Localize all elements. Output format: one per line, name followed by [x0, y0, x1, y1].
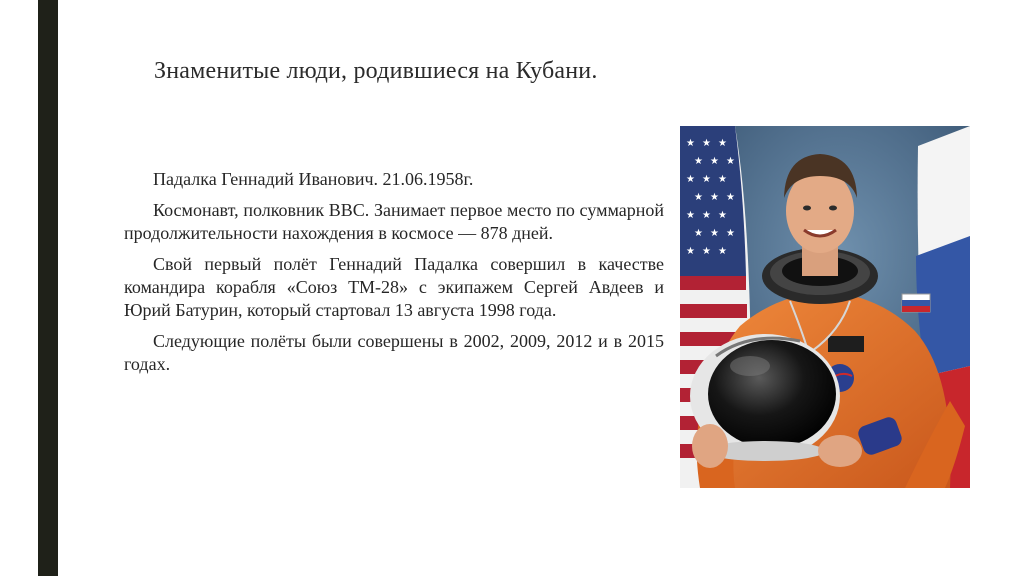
paragraph-first-flight: Свой первый полёт Геннадий Падалка совершил в качестве командира корабля «Союз ТМ-28» с экипажем Сергей Авдеев и Юрий Батурин, который стартовал 13 августа 1998 года. — [124, 254, 664, 320]
svg-text:★: ★ — [702, 174, 711, 185]
svg-text:★: ★ — [686, 246, 695, 257]
paragraph-record: Космонавт, полковник ВВС. Занимает первое место по суммарной продолжительности нахождения в космосе — 878 дней. — [124, 200, 664, 243]
svg-text:★: ★ — [702, 138, 711, 149]
svg-text:★: ★ — [710, 156, 719, 167]
svg-text:★: ★ — [710, 192, 719, 203]
svg-text:★: ★ — [726, 192, 735, 203]
svg-text:★: ★ — [686, 174, 695, 185]
svg-text:★: ★ — [694, 228, 703, 239]
svg-text:★: ★ — [718, 246, 727, 257]
svg-text:★: ★ — [726, 156, 735, 167]
slide-body — [124, 168, 664, 384]
slide-title: Знаменитые люди, родившиеся на Кубани. — [154, 58, 598, 84]
svg-text:★: ★ — [718, 138, 727, 149]
svg-text:★: ★ — [702, 210, 711, 221]
svg-text:★: ★ — [710, 228, 719, 239]
accent-bar — [38, 0, 58, 576]
paragraph-next-flights: Следующие полёты были совершены в 2002, 2009, 2012 и в 2015 годах. — [124, 331, 664, 374]
portrait-illustration — [680, 126, 970, 488]
svg-text:★: ★ — [686, 210, 695, 221]
svg-text:★: ★ — [718, 174, 727, 185]
paragraph-name-date: Падалка Геннадий Иванович. 21.06.1958г. — [153, 169, 474, 189]
astronaut-portrait-icon — [680, 126, 970, 488]
svg-text:★: ★ — [726, 228, 735, 239]
svg-text:★: ★ — [702, 246, 711, 257]
svg-text:★: ★ — [718, 210, 727, 221]
svg-text:★: ★ — [686, 138, 695, 149]
svg-text:★: ★ — [694, 156, 703, 167]
svg-text:★: ★ — [694, 192, 703, 203]
